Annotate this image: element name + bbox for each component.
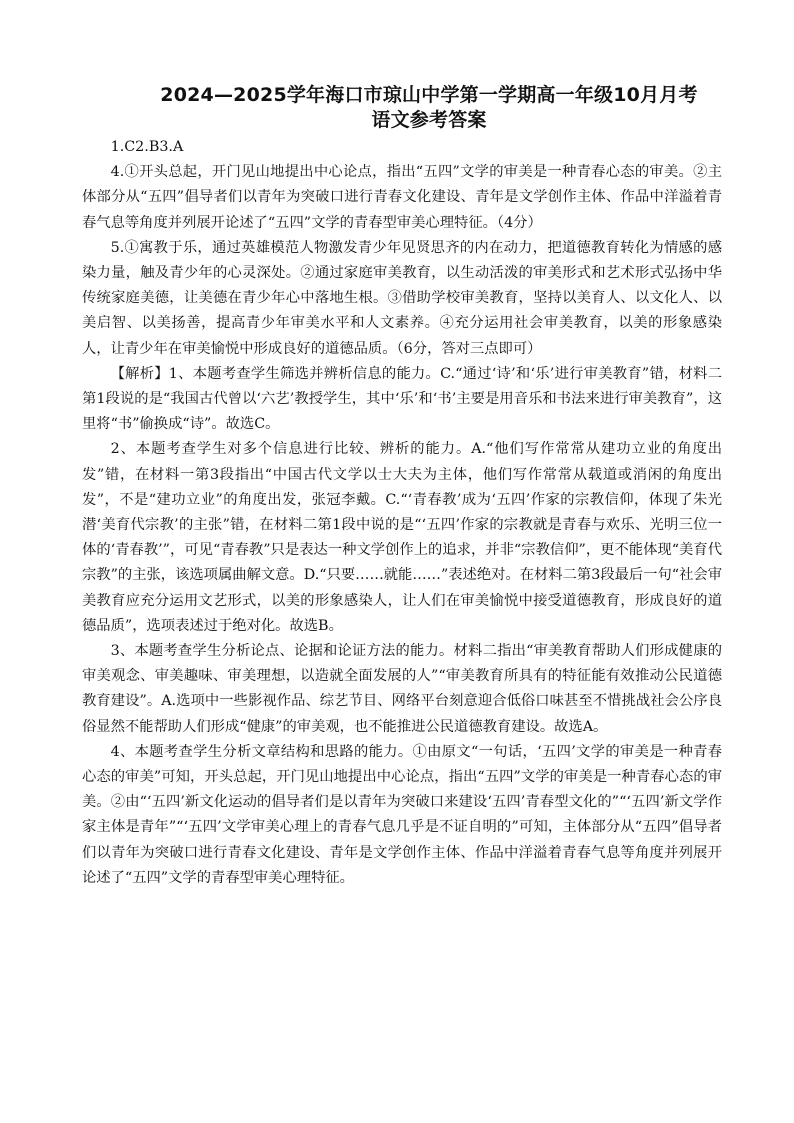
answer-5: 5.①寓教于乐，通过英雄模范人物激发青少年见贤思齐的内在动力，把道德教育转化为情感的感染力量，触及青少年的心灵深处。②通过家庭审美教育，以生动活泼的审美形式和艺术形式弘扬中华传统家庭美德，让美德在青少年心中落地生根。③借助学校审美教育，坚持以美育人、以文化人、以美启智、以美扬善，提高青少年审美水平和人文素养。④充分运用社会审美教育，以美的形象感染人，让青少年在审美愉悦中形成良好的道德品质。（6分，答对三点即可） (82, 239, 722, 357)
analysis-4: 4、本题考查学生分析文章结构和思路的能力。①由原文“一句话，‘五四’文学的审美是一种青春心态的审美”可知，开头总起，开门见山地提出中心论点，指出“五四”文学的审美是一种青春心态的审美。②由“‘五四’新文化运动的倡导者们是以青年为突破口来建设‘五四’青春型文化的”“‘五四’新文学作家主体是青年”“‘五四’文学审美心理上的青春气息几乎是不证自明的”可知，主体部分从“五四”倡导者们以青年为突破口进行青春文化建设、青年是文学创作主体、作品中洋溢着青春气息等角度并列展开论述了“五四”文学的青春型审美心理特征。 (82, 743, 722, 886)
answer-4: 4.①开头总起，开门见山地提出中心论点，指出“五四”文学的审美是一种青春心态的审美。②主体部分从“五四”倡导者们以青年为突破口进行青春文化建设、青年是文学创作主体、作品中洋溢着青春气息等角度并列展开论述了“五四”文学的青春型审美心理特征。（4分） (82, 164, 722, 231)
analysis-3: 3、本题考查学生分析论点、论据和论证方法的能力。材料二指出“审美教育帮助人们形成健康的审美观念、审美趣味、审美理想，以造就全面发展的人”“审美教育所具有的特征能有效推动公民道德教育建设”。A.选项中一些影视作品、综艺节目、网络平台刻意迎合低俗口味甚至不惜挑战社会公序良俗显然不能帮助人们形成“健康”的审美观，也不能推进公民道德教育建设。故选A。 (82, 643, 722, 735)
analysis-2: 2、本题考查学生对多个信息进行比较、辨析的能力。A.“他们写作常常从建功立业的角度出发”错，在材料一第3段指出“中国古代文学以士大夫为主体，他们写作常常从载道或消闲的角度出发”，不是“建功立业”的角度出发，张冠李戴。C.“‘青春教’成为‘五四’作家的宗教信仰，体现了朱光潜‘美育代宗教’的主张”错，在材料二第1段中说的是“‘五四’作家的宗教就是青春与欢乐、光明三位一体的‘青春教’”，可见“青春教”只是表达一种文学创作上的追求，并非“宗教信仰”，更不能体现“美育代宗教”的主张，该选项属曲解文意。D.“只要……就能……”表述绝对。在材料二第3段最后一句“社会审美教育应充分运用文艺形式，以美的形象感染人，让人们在审美愉悦中接受道德教育，形成良好的道德品质”，选项表述过于绝对化。故选B。 (82, 441, 722, 634)
analysis-1: 【解析】1、本题考查学生筛选并辨析信息的能力。C.“通过‘诗’和‘乐’进行审美教育”错，材料二第1段说的是“我国古代曾以‘六艺’教授学生，其中‘乐’和‘书’主要是用音乐和书法来进行审美教育”，这里将“书”偷换成“诗”。故选C。 (82, 365, 722, 433)
document-subtitle: 语文参考答案 (371, 109, 487, 131)
document-body (82, 135, 722, 891)
answers-1-3: 1.C2.B3.A (110, 139, 184, 155)
document-title: 2024—2025学年海口市琼山中学第一学期高一年级10月月考 (160, 84, 698, 106)
